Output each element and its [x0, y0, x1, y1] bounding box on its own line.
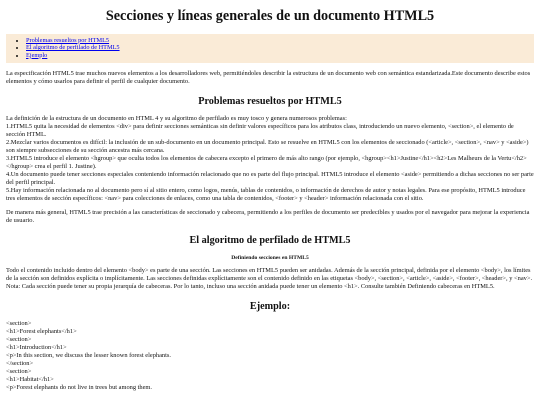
section-heading-algoritmo: El algoritmo de perfilado de HTML5	[189, 235, 351, 247]
code-line: <section>	[6, 319, 32, 327]
problems-intro: La definición de la estructura de un documento en HTML 4 y su algoritmo de perfilado es muy tosco y genera numerosos problemas:	[6, 115, 347, 123]
code-line: <h1>Habitat</h1>	[6, 375, 54, 383]
section-heading-problemas: Problemas resueltos por HTML5	[198, 96, 342, 108]
section-problemas	[6, 96, 534, 225]
problem-item: 4.Un documento puede tener secciones especiales conteniendo información relacionado que no es parte del flujo principal. HTML5 introduce el elemento <aside> permitiendo a dichas secciones no ser parte del perfil principal.	[6, 171, 534, 187]
intro-paragraph: La especificación HTML5 trae muchos nuevos elementos a los desarrolladores web, permitiéndoles describir la estructura de un documento web con semántica estandarizada.Este documento describe estos elementos y cómo usarlos para definir el perfil de cualquier documento.	[6, 70, 531, 86]
code-line: <p>Forest elephants do not live in trees but among them.	[6, 383, 153, 391]
toc-link-problemas[interactable]: Problemas resueltos por HTML5	[26, 36, 110, 44]
problem-item: 1.HTML5 quita la necesidad de elementos <div> para definir secciones semánticas sin definir valores específicos para los atributos class, introduciendo un nuevo elemento, <section>, el elemento de sección HTML.	[6, 123, 514, 139]
algorithm-paragraph: Todo el contenido incluido dentro del elemento <body> es parte de una sección. Las secciones en HTML5 pueden ser anidadas. Además de la sección principal, definida por el elemento <body>, los límites de la sección son definidos explícita o implícitamente. Las secciones definidas explícitamente son el contenido definido en las etiquetas <body>, <section>, <article>, <aside>, <footer>, <header>, y <nav>. Nota: Cada sección puede tener su propia jerarquía de cabeceras. Por lo tanto, incluso una sección anidada puede tener un elemento <h1>. Consulte también Definiendo cabeceras en HTML5.	[6, 266, 533, 290]
toc-link-ejemplo[interactable]: Ejemplo	[26, 51, 48, 59]
code-line: <section>	[6, 335, 32, 343]
page-title: Secciones y líneas generales de un documento HTML5	[105, 8, 435, 24]
section-ejemplo	[6, 301, 534, 392]
problem-item: 5.Hay información relacionada no al documento pero sí al sitio entero, como logos, menús, tablas de contenidos, o información de derechos de autor y notas legales. Para ese propósito, HTML5 introduce tres elementos de sección específicos: <nav> para colecciones de enlaces, como una tabla de contenidos, <footer> y <header> información relacionada con el sitio.	[6, 187, 526, 203]
code-example	[6, 320, 534, 392]
subsection-heading: Definiendo secciones en HTML5	[231, 254, 309, 261]
code-line: </section>	[6, 359, 34, 367]
code-line: <h1>Introduction</h1>	[6, 343, 67, 351]
closing-paragraph: De manera más general, HTML5 trae precisión a las características de seccionado y cabecera, permitiendo a los perfiles de documento ser predecibles y usados por el navegador para mejorar la experiencia de usuario.	[6, 209, 530, 225]
toc-item-algoritmo	[26, 44, 534, 52]
table-of-contents	[6, 34, 534, 64]
toc-item-problemas	[26, 37, 534, 45]
section-algoritmo	[6, 235, 534, 290]
toc-item-ejemplo	[26, 52, 534, 60]
code-line: <section>	[6, 367, 32, 375]
problems-list	[6, 115, 534, 203]
code-line: <h1>Forest elephants</h1>	[6, 327, 77, 335]
code-line: <p>In this section, we discuss the lesser known forest elephants.	[6, 351, 171, 359]
section-heading-ejemplo: Ejemplo:	[249, 300, 291, 312]
document-page	[6, 0, 534, 392]
problem-item: 3.HTML5 introduce el elemento <hgroup> que oculta todos los elementos de cabecera excepto el primero de más alto rango (por ejemplo, <hgroup><h1>Justine</h1><h2>Les Malheurs de la Vertu</h2></hgroup> crea el perfil 1. Justine).	[6, 155, 527, 171]
toc-list	[20, 37, 534, 60]
toc-link-algoritmo[interactable]: El algoritmo de perfilado de HTML5	[26, 44, 120, 52]
problem-item: 2.Mezclar varios documentos es difícil: la inclusión de un sub-documento en un documento principal. Esto se resuelve en HTML5 con los elementos de seccionado (<article>, <section>, <nav> y <aside>) son siempre subsecciones de su sección ancestra más cercana.	[6, 139, 529, 155]
